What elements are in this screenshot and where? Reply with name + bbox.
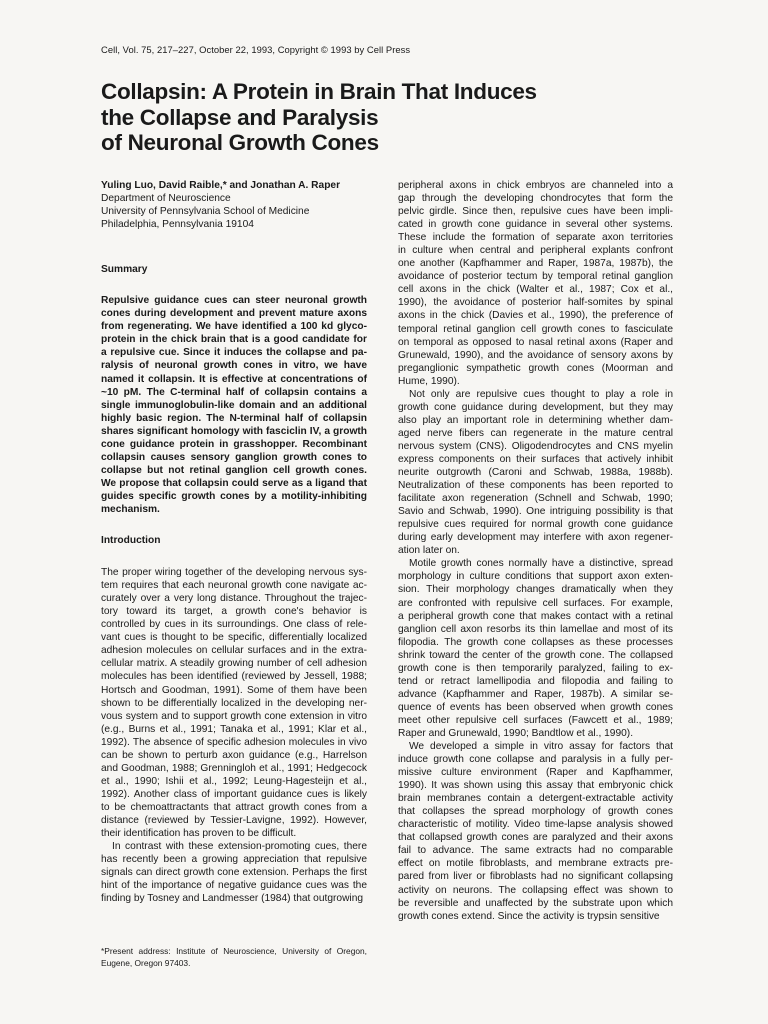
- text-line: their identification has proven to be difficult.: [101, 828, 297, 840]
- text-line: characteristic of motility. Video time-lapse analysis showed: [398, 819, 673, 831]
- text-line: The proper wiring together of the developing nervous sys-: [101, 567, 367, 579]
- text-line: shrink toward the center of the growth cone. The collapsed: [398, 649, 673, 661]
- text-line: vant cues is thought to be specific, differentially localized: [101, 632, 367, 644]
- text-line: axons in the chick (Davies et al., 1990), the preference of: [398, 310, 673, 322]
- text-line: tory toward its target, a growth cone's behavior is: [101, 606, 367, 618]
- introduction-body: [101, 566, 367, 905]
- text-line: that collapses the spread morphology of growth cones: [398, 806, 673, 818]
- text-line: 1992). The absence of specific adhesion molecules in vivo: [101, 736, 367, 748]
- text-line: pelvic girdle. Since then, repulsive cues have been impli-: [398, 206, 673, 218]
- text-line: 1990). It was shown using this assay that embryonic chick: [398, 780, 673, 792]
- summary-body: [101, 294, 367, 516]
- text-line: sion. Their morphology changes dramatically when they: [398, 584, 673, 596]
- text-line: signals can direct growth cone extension. Perhaps the first: [101, 867, 367, 879]
- text-line: We propose that collapsin could serve as a ligand that: [101, 477, 367, 489]
- text-line: during early development may interfere with axon regener-: [398, 532, 673, 544]
- text-line: collapsin causes sensory ganglion growth cones to: [101, 451, 367, 463]
- text-line: cated in growth cone guidance in several other systems.: [398, 219, 673, 231]
- text-line: tend or retract lamellipodia and filopodia and failing to: [398, 675, 673, 687]
- text-line: Grunewald, 1990), and the avoidance of sensory axons by: [398, 349, 673, 361]
- text-line: missive culture environment (Raper and Kapfhammer,: [398, 767, 673, 779]
- text-line: ralysis of neuronal growth cones in vitro, we have: [101, 360, 367, 372]
- text-line: also play an important role in determining whether dam-: [398, 414, 673, 426]
- text-line: activity on neurons. The collapsing effect was shown to: [398, 884, 673, 896]
- author-block: [101, 179, 367, 231]
- text-line: in culture when central and peripheral explants confront: [398, 245, 673, 257]
- text-line: Hortsch and Goodman, 1991). Some of them have been: [101, 684, 367, 696]
- text-line: *Present address: Institute of Neuroscience, University of Oregon,: [101, 946, 367, 956]
- author-names: Yuling Luo, David Raible,* and Jonathan A. Raper: [101, 180, 341, 191]
- text-line: growth cone guidance during development, but they may: [398, 401, 673, 413]
- title-line: of Neuronal Growth Cones: [101, 130, 379, 155]
- text-line: growth cone is then temporarily paralyzed, failing to ex-: [398, 662, 673, 674]
- text-line: from regenerating. We have identified a 100 kd glyco-: [101, 321, 367, 333]
- text-line: curately over a very long distance. Throughout the trajec-: [101, 593, 367, 605]
- text-line: that collapsed growth cones are paralyzed and their axons: [398, 832, 673, 844]
- text-line: controlled by cues in its surroundings. One class of rele-: [101, 619, 367, 631]
- text-line: hint of the importance of negative guidance cues was the: [101, 880, 367, 892]
- text-line: repulsive cues required for normal growth cone guidance: [398, 519, 673, 531]
- text-line: Not only are repulsive cues thought to play a role in: [409, 388, 673, 400]
- text-line: cell axons in the chick (Walter et al., 1987; Cox et al.,: [398, 284, 673, 296]
- text-line: mechanism.: [101, 503, 160, 515]
- text-line: Repulsive guidance cues can steer neuronal growth: [101, 295, 367, 307]
- text-line: preganglionic sympathetic growth cones (Moorman and: [398, 362, 673, 374]
- text-line: has recently been a growing appreciation that repulsive: [101, 854, 367, 866]
- text-line: guides specific growth cones by a motility-inhibiting: [101, 490, 367, 502]
- paragraph: [398, 388, 673, 558]
- text-line: pared from liver or fibroblasts had no significant collapsing: [398, 871, 673, 883]
- text-line: to be chemoattractants that attract growth cones from a: [101, 801, 367, 813]
- text-line: temporal retinal ganglion cell growth cones to fasciculate: [398, 323, 673, 335]
- text-line: ganglion cell axon resorbs its thin lamellae and most of its: [398, 623, 673, 635]
- paragraph: [398, 557, 673, 740]
- title-line: the Collapse and Paralysis: [101, 104, 379, 130]
- text-line: Eugene, Oregon 97403.: [101, 957, 191, 968]
- text-line: ation later on.: [398, 545, 460, 557]
- text-line: shown to be differentially localized in the developing ner-: [101, 697, 367, 709]
- text-line: shares significant homology with fasciclin IV, a growth: [101, 425, 367, 437]
- text-line: meet other repulsive cell surfaces (Fawcett et al., 1989;: [398, 714, 673, 726]
- paragraph: [101, 566, 367, 840]
- text-line: fail to advance. The same extracts had no comparable: [398, 845, 673, 857]
- text-line: molecules has been identified (reviewed by Jessell, 1988;: [101, 671, 367, 683]
- text-line: gap through the developing chondrocytes that form the: [398, 193, 673, 205]
- text-line: vous system and to support growth cone extension in vitro: [101, 710, 367, 722]
- text-line: neurite outgrowth (Caroni and Schwab, 1988a, 1988b).: [398, 467, 673, 479]
- paragraph: [398, 740, 673, 923]
- text-line: avoidance of posterior tectum by temporal retinal ganglion: [398, 271, 673, 283]
- text-line: and Goodman, 1988; Grenningloh et al., 1991; Hedgecock: [101, 762, 367, 774]
- introduction-heading: Introduction: [101, 535, 161, 547]
- text-line: induce growth cone collapse and paralysis in a fully per-: [398, 754, 673, 766]
- text-line: advance (Kapfhammer and Raper, 1987b). A similar se-: [398, 688, 673, 700]
- paragraph: [101, 840, 367, 905]
- text-line: morphology in culture conditions that support axon exten-: [398, 571, 673, 583]
- text-line: Raper and Grunewald, 1990; Bandtlow et al., 1990).: [398, 727, 634, 739]
- text-line: These include the formation of separate axon territories: [398, 232, 673, 244]
- text-line: aged nerve fibers can regenerate in the mature central: [398, 427, 673, 439]
- text-line: (e.g., Burns et al., 1991; Tanaka et al., 1991; Klar et al.,: [101, 723, 367, 735]
- text-line: be reversible and unaffected by the substrate upon which: [398, 897, 673, 909]
- affiliation-line: University of Pennsylvania School of Medicine: [101, 206, 310, 218]
- text-line: peripheral axons in chick embryos are channeled into a: [398, 180, 673, 191]
- footnote: [101, 946, 367, 969]
- text-line: nervous system (CNS). Oligodendrocytes and CNS myelin: [398, 440, 673, 452]
- text-line: tem requires that each neuronal growth cone navigate ac-: [101, 580, 367, 592]
- text-line: ~10 pM. The C-terminal half of collapsin contains a: [101, 386, 367, 398]
- text-line: filopodia. The growth cone collapses as these processes: [398, 636, 673, 648]
- summary-heading: Summary: [101, 264, 148, 276]
- text-line: growth cones extend. Since the activity is trypsin sensitive: [398, 910, 660, 922]
- text-line: Hume, 1990).: [398, 375, 460, 387]
- text-line: We developed a simple in vitro assay for factors that: [409, 741, 673, 753]
- text-line: facilitate axon regeneration (Schnell and Schwab, 1990;: [398, 493, 673, 505]
- left-column: [101, 179, 367, 905]
- text-line: Savio and Schwab, 1990). One intriguing possibility is that: [398, 506, 673, 518]
- text-line: express components on their surfaces that actively inhibit: [398, 453, 673, 465]
- affiliation-line: Philadelphia, Pennsylvania 19104: [101, 219, 254, 231]
- article-title: [101, 79, 571, 156]
- text-line: Motile growth cones normally have a distinctive, spread: [409, 558, 673, 570]
- paragraph: [398, 179, 673, 388]
- text-line: et al., 1990; Ishii et al., 1992; Leung-Hagesteijn et al.,: [101, 775, 367, 787]
- text-line: named it collapsin. It is effective at concentrations of: [101, 373, 367, 385]
- title-line: Collapsin: A Protein in Brain That Induces: [101, 79, 537, 104]
- text-line: cellular matrix. A steadily growing number of cell adhesion: [101, 658, 367, 670]
- text-line: distance (reviewed by Tessier-Lavigne, 1992). However,: [101, 814, 367, 826]
- right-column: [398, 179, 673, 923]
- text-line: In contrast with these extension-promoting cues, there: [112, 841, 367, 853]
- text-line: collapse but not retinal ganglion cell growth cones.: [101, 464, 367, 476]
- text-line: cone guidance protein in grasshopper. Recombinant: [101, 438, 367, 450]
- text-line: a peripheral growth cone that makes contact with a retinal: [398, 610, 673, 622]
- text-line: cones during development and prevent mature axons: [101, 308, 367, 320]
- affiliation-line: Department of Neuroscience: [101, 193, 231, 205]
- text-line: adhesion molecules on cellular surfaces and in the extra-: [101, 645, 367, 657]
- text-line: 1992). Another class of important guidance cues is likely: [101, 788, 367, 800]
- text-line: finding by Tosney and Landmesser (1984) that outgrowing: [101, 893, 364, 905]
- text-line: protein in the chick brain that is a good candidate for: [101, 334, 367, 346]
- journal-citation: Cell, Vol. 75, 217–227, October 22, 1993, Copyright © 1993 by Cell Press: [101, 44, 411, 55]
- text-line: effect on motile fibroblasts, and membrane extracts pre-: [398, 858, 673, 870]
- text-line: brain membranes contain a detergent-extractable activity: [398, 793, 673, 805]
- text-line: can be shown to perturb axon guidance (e.g., Harrelson: [101, 749, 367, 761]
- text-line: 1990), the avoidance of posterior half-somites by spinal: [398, 297, 673, 309]
- text-line: on temporal as opposed to nasal retinal axons (Raper and: [398, 336, 673, 348]
- text-line: quence of events has been observed when growth cones: [398, 701, 673, 713]
- text-line: Neutralization of these components has been reported to: [398, 480, 673, 492]
- text-line: highly basic region. The N-terminal half of collapsin: [101, 412, 367, 424]
- text-line: are confronted with repulsive cell surfaces. For example,: [398, 597, 673, 609]
- text-line: a repulsive cue. Since it induces the collapse and pa-: [101, 347, 367, 359]
- text-line: one another (Kapfhammer and Raper, 1987a, 1987b), the: [398, 258, 673, 270]
- text-line: single immunoglobulin-like domain and an additional: [101, 399, 367, 411]
